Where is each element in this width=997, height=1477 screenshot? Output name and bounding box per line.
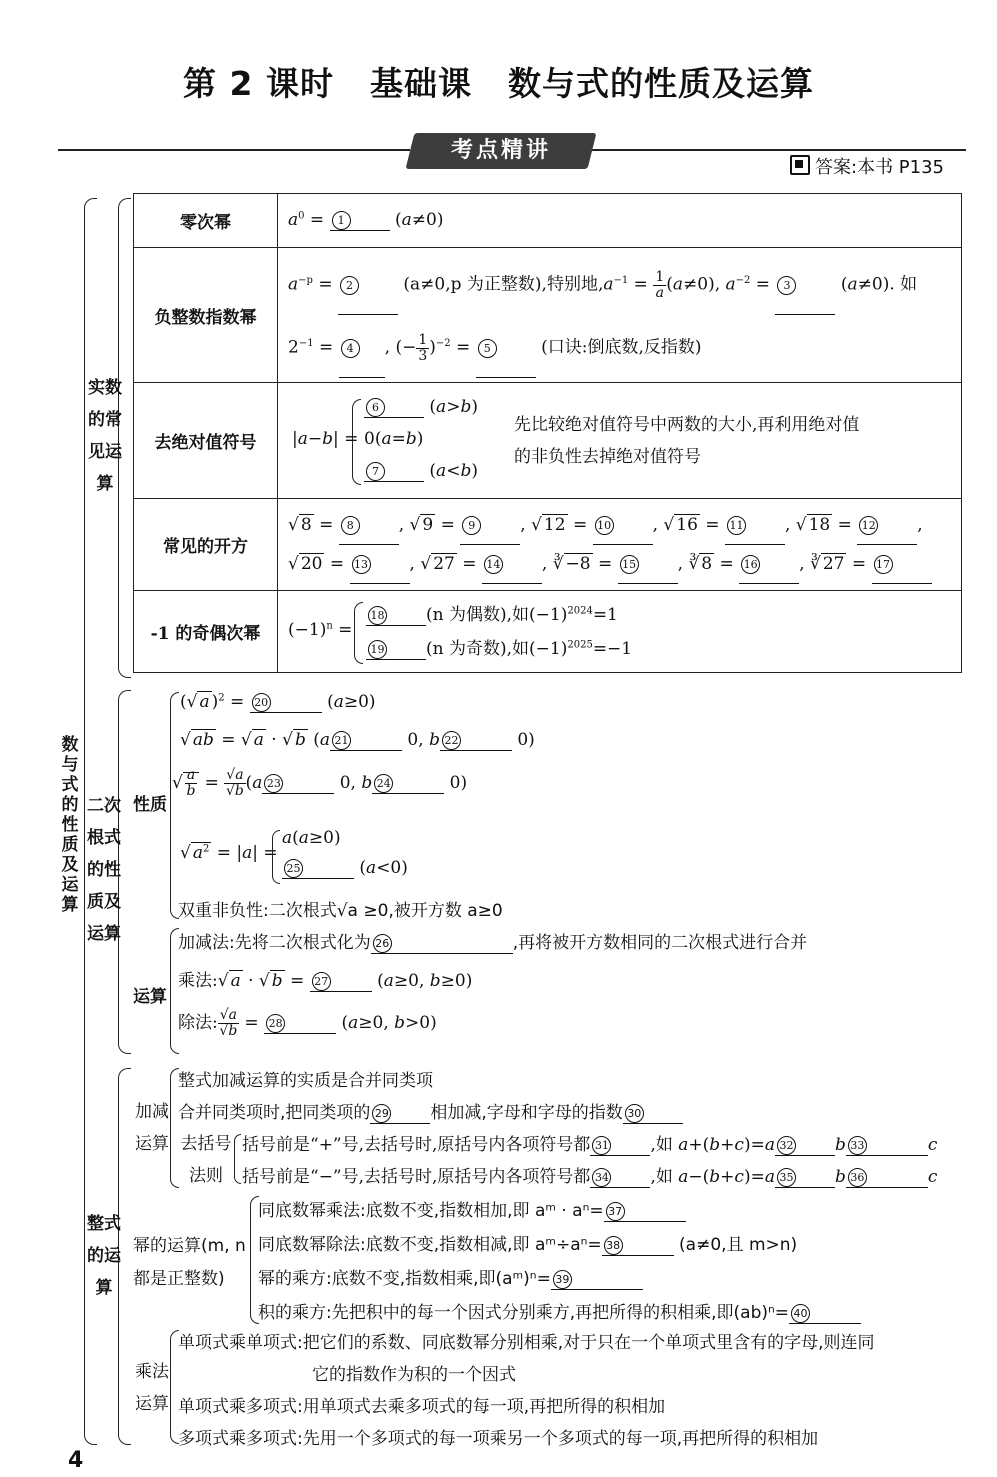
row-head-negative-exponent: 负整数指数幂 [134,248,278,383]
power-rule-multiply: 同底数幂乘法:底数不变,指数相加,即 aᵐ · aⁿ= 37 [258,1196,686,1222]
power-rule-product: 积的乘方:先把积中的每一个因式分别乘方,再把所得的积相乘,即(ab)ⁿ= 40 [258,1298,861,1324]
combine-like-terms: 合并同类项时,把同类项的 29 相加减,字母和字母的指数 30 [178,1098,683,1124]
radical-product: √ ab = √ a · √ b (a 21 0, b 22 0) [180,730,535,750]
answer-icon [790,155,810,175]
bracket-brace [234,1134,241,1184]
radical-add: 加减法:先将二次根式化为 26 ,再将被开方数相同的二次根式进行合并 [178,933,808,953]
bracket-minus: 括号前是“−”号,去括号时,原括号内各项符号都 34 ,如 a−(b+c)=a 35 b 36 c [242,1167,938,1187]
row-negative-exponent: $a^{-p} = 2$ (a≠0,p 为正整数),特别地$,a^{-1}$ = $\frac{1}{a}(a\ne 0)$, $a^{-2} = 3$ (a≠0). 如 $2^{-1} = 4$ , (− 1 3 )$^{-2}$ = 5 (口诀:倒底数,反指数) [278,248,962,383]
row-head-minus-one-power: -1 的奇偶次幂 [134,591,278,673]
poly-times-poly: 多项式乘多项式:先用一个多项式的每一项乘另一个多项式的每一项,再把所得的积相加 [178,1429,819,1449]
abs-case-negative: 25 (a<0) [282,858,408,879]
double-nonneg: 双重非负性:二次根式√a ≥0,被开方数 a≥0 [178,901,503,921]
table-row [134,499,962,591]
poly-label: 整式的运算 [87,1214,121,1298]
radical-multiply: 乘法:√ a · √ b = 27 (a≥0, b≥0) [178,971,473,991]
radical-abs: √ $a^2 = |a|$ = [180,843,278,863]
row-roots: √ 8 = 8 , √ 9 = 9 , √ 12 = 10 , √ 16 = 11 , √ 18 = 12 , √ 20 = 13 , √ 27 = 14 , ∛ −8 = 15 , ∛ 8 = 16 , ∛ 27 = 17 [278,499,962,591]
header-rule-right [590,149,966,151]
radical-square: (√ a )$^2$ = 20 (a≥0) [180,692,376,712]
page-title: 第 2 课时 基础课 数与式的性质及运算 [183,64,814,103]
power-ops-label: 幂的运算(m, n 都是正整数) [133,1236,246,1289]
table-row [134,591,962,673]
radical-quotient: √ $\frac{a}{b}$ = √a √b (a 23 0, b 24 0) [172,767,468,799]
poly-add-essence: 整式加减运算的实质是合并同类项 [178,1071,433,1091]
add-sub-label: 加减运算 [135,1102,169,1154]
radical-label: 二次根式的性质及运算 [87,796,121,944]
answer-reference: 答案:本书 P135 [790,153,944,179]
power-rule-divide: 同底数幂除法:底数不变,指数相减,即 aᵐ÷aⁿ= 38 (a≠0,且 m>n) [258,1235,798,1255]
mono-times-mono-cont: 它的指数作为积的一个因式 [312,1365,516,1385]
properties-brace [170,692,179,919]
section-badge: 考点精讲 [406,133,597,169]
header-rule-left [58,149,410,151]
properties-label: 性质 [133,795,167,815]
multiplication-label: 乘法运算 [135,1362,169,1414]
row-zero-power: $a^0 = 1$ (a≠0) [278,194,962,248]
row-minus-one-power: $(-1)^n$ = 18 (n 为偶数),如$(-1)^{2024}=1$ 19 (n 为奇数),如$(-1)^{2025}=-1$ [278,591,962,673]
row-head-zero-power: 零次幂 [134,194,278,248]
row-head-absolute-value: 去绝对值符号 [134,383,278,499]
bracket-rule-label: 去括号法则 [180,1134,232,1186]
power-rule-power: 幂的乘方:底数不变,指数相乘,即(aᵐ)ⁿ= 39 [258,1264,643,1290]
bracket-plus: 括号前是“+”号,去括号时,原括号内各项符号都 31 ,如 a+(b+c)=a 32 b 33 c [242,1135,938,1155]
mono-times-poly: 单项式乘多项式:用单项式去乘多项式的每一项,再把所得的积相加 [178,1397,666,1417]
operation-label: 运算 [133,987,167,1007]
outer-label: 数与式的性质及运算 [61,735,79,915]
real-label: 实数的常见运算 [88,378,122,494]
mono-times-mono: 单项式乘单项式:把它们的系数、同底数幂分别相乘,对于只在一个单项式里含有的字母,则连同 [178,1333,875,1353]
table-row [134,194,962,248]
row-head-roots: 常见的开方 [134,499,278,591]
abs-brace [272,830,280,884]
row-absolute-value: |a−b| = 6 (a>b) 0(a=b) 7 (a<b) 先比较绝对值符号中两数的大小,再利用绝对值 的非负性去掉绝对值符号 [278,383,962,499]
real-operations-table [133,193,962,673]
table-row [134,248,962,383]
page-number: 4 [68,1448,84,1473]
abs-case-positive: a(a≥0) [282,828,341,848]
radical-divide: 除法: √a √b = 28 (a≥0, b>0) [178,1007,437,1039]
table-row [134,383,962,499]
